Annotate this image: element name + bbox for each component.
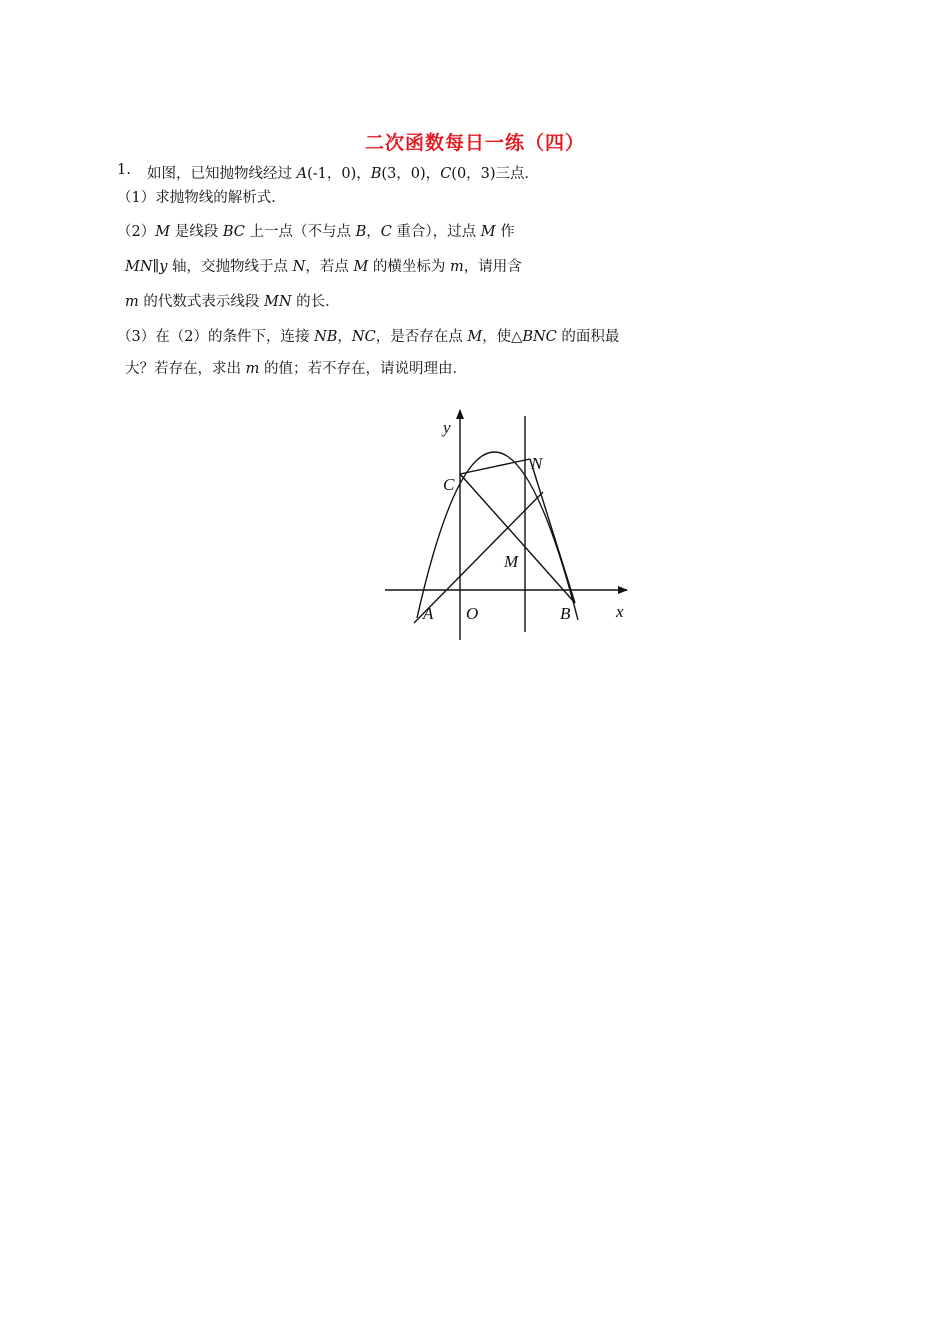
text-run: 重合），过点 [391, 224, 481, 240]
problem-number: 1. [117, 162, 131, 178]
text-run: m [125, 294, 139, 310]
text-run: 大？若存在，求出 [125, 361, 246, 377]
text-run: (3，0)， [381, 166, 441, 182]
text-run: （1）求抛物线的解析式． [117, 190, 286, 206]
text-run: ，若点 [305, 259, 354, 275]
text-run: MN [263, 294, 292, 310]
segment-cb [460, 474, 575, 603]
text-run: 的长． [291, 294, 340, 310]
label-y: y [443, 418, 451, 437]
label-x: x [616, 602, 624, 621]
text-run: 作 [495, 224, 515, 240]
text-run: m [450, 259, 464, 275]
text-run: ∥ [152, 259, 160, 275]
text-run: NC [351, 329, 376, 345]
text-run: C [380, 224, 392, 240]
text-run: （3）在（2）的条件下，连接 [117, 329, 315, 345]
text-run: M [155, 224, 171, 240]
text-run: MN [125, 259, 153, 275]
text-run: （2） [117, 224, 156, 240]
text-run: ，是否存在点 [375, 329, 468, 345]
text-run: (0，3)三点． [451, 166, 540, 182]
label-m: M [504, 552, 519, 571]
page-title: 二次函数每日一练（四） [364, 132, 585, 154]
text-run: 的值；若不存在，请说明理由． [259, 361, 467, 377]
text-run: BNC [522, 329, 557, 345]
text-run: 的代数式表示线段 [138, 294, 264, 310]
text-run: ， [337, 329, 352, 345]
label-o: O [466, 604, 479, 623]
text-run: M [480, 224, 496, 240]
segment-nb [530, 459, 575, 603]
text-run: B [370, 166, 382, 182]
text-run: M [467, 329, 483, 345]
text-run: C [440, 166, 452, 182]
text-run: 轴，交抛物线于点 [167, 259, 293, 275]
text-run: ，请用含 [463, 259, 522, 275]
text-run: 是线段 [170, 224, 223, 240]
text-run: 的面积最 [556, 329, 620, 345]
text-run: y [159, 259, 168, 275]
text-run: ，使△ [482, 329, 523, 345]
text-run: 的横坐标为 [368, 259, 451, 275]
text-run: m [245, 361, 260, 377]
text-run: NB [314, 329, 338, 345]
text-run: N [292, 259, 306, 275]
label-b: B [560, 604, 571, 623]
text-run: M [353, 259, 369, 275]
label-c: C [443, 475, 455, 494]
label-n: N [531, 454, 543, 473]
text-run: (-1，0)， [307, 166, 371, 182]
text-run: A [296, 166, 308, 182]
text-run: BC [222, 224, 245, 240]
text-run: 如图，已知抛物线经过 [147, 166, 297, 182]
label-a: A [423, 604, 434, 623]
text-run: ， [366, 224, 381, 240]
text-run: B [355, 224, 367, 240]
text-run: 上一点（不与点 [244, 224, 356, 240]
